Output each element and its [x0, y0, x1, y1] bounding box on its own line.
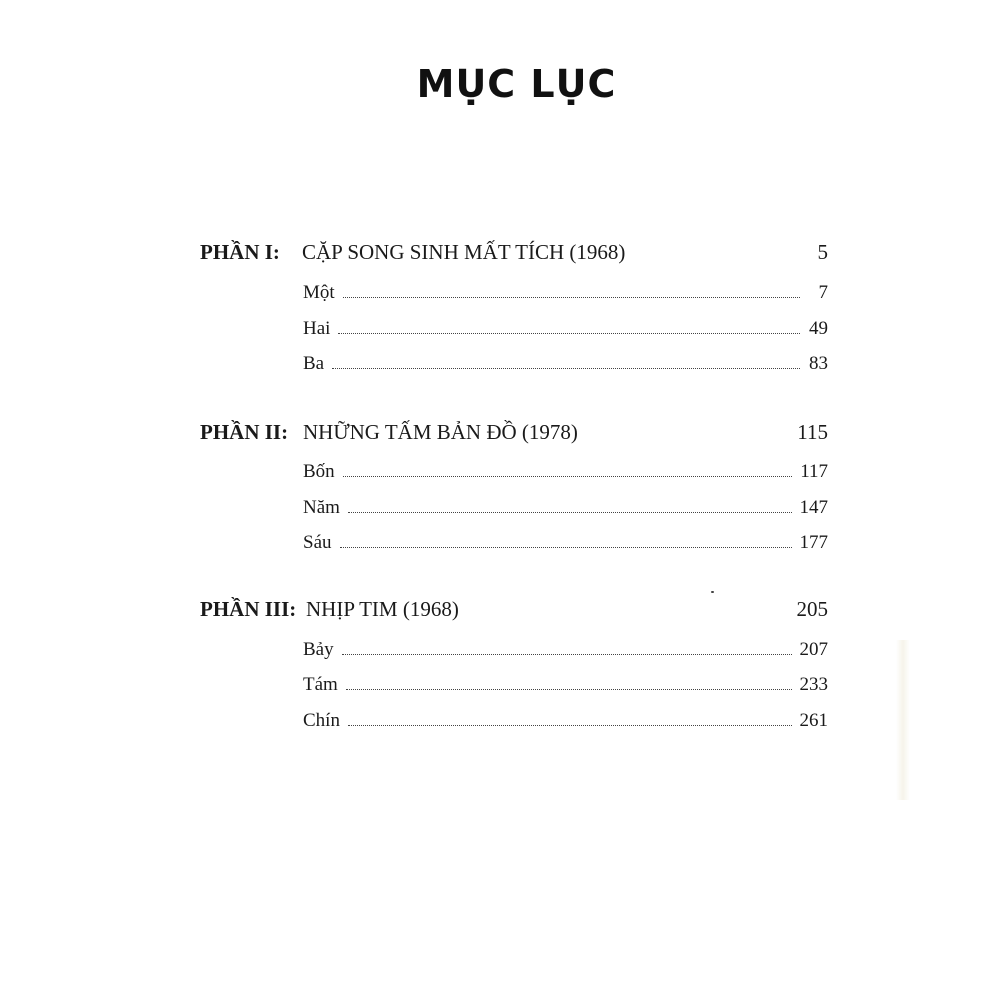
chapter-page-number: 117: [800, 461, 828, 482]
chapter-name: Chín: [303, 710, 340, 731]
dot-leader: [342, 654, 792, 655]
part-label: PHẦN II:: [200, 420, 289, 444]
chapter-name: Năm: [303, 497, 340, 518]
toc-chapter: [303, 276, 828, 304]
toc-chapter: [303, 633, 828, 661]
chapter-name: Hai: [303, 318, 331, 339]
chapter-page-number: 7: [818, 282, 828, 303]
chapter-page-number: 261: [799, 710, 828, 731]
part-label: PHẦN III:: [200, 597, 297, 621]
dot-leader: [343, 476, 793, 477]
page-edge-shadow: [896, 640, 910, 800]
toc-part-2: [200, 420, 828, 450]
dot-leader: [340, 547, 792, 548]
dot-leader: [348, 725, 792, 726]
dot-leader: [343, 297, 800, 298]
part-title: NHỮNG TẤM BẢN ĐỒ (1978): [303, 420, 578, 444]
chapter-page-number: 233: [799, 674, 828, 695]
dot-leader: [332, 368, 800, 369]
chapter-name: Ba: [303, 353, 325, 374]
toc-part-1: [200, 240, 828, 270]
part-label: PHẦN I:: [200, 240, 280, 264]
chapter-name: Một: [303, 282, 335, 303]
part-page-number: 205: [796, 597, 828, 621]
chapter-name: Bốn: [303, 461, 335, 482]
chapter-page-number: 177: [799, 532, 828, 553]
chapter-name: Bảy: [303, 639, 334, 660]
toc-chapter: [303, 491, 828, 519]
chapter-page-number: 207: [799, 639, 828, 660]
chapter-page-number: 83: [809, 353, 828, 374]
part-title: NHỊP TIM (1968): [306, 597, 459, 621]
chapter-page-number: 49: [809, 318, 828, 339]
part-page-number: 115: [797, 420, 828, 444]
part-title: CẶP SONG SINH MẤT TÍCH (1968): [302, 240, 626, 264]
toc-chapter: [303, 668, 828, 696]
dot-leader: [346, 689, 792, 690]
chapter-page-number: 147: [799, 497, 828, 518]
toc-chapter: [303, 526, 828, 554]
toc-chapter: [303, 455, 828, 483]
dot-leader: [348, 512, 792, 513]
part-page-number: 5: [817, 240, 828, 264]
toc-chapter: [303, 312, 828, 340]
chapter-name: Sáu: [303, 532, 332, 553]
toc-part-3: [200, 597, 828, 627]
chapter-name: Tám: [303, 674, 338, 695]
page-title: MỤC LỤC: [416, 62, 617, 106]
scan-speck: [711, 591, 714, 593]
dot-leader: [338, 333, 800, 334]
toc-chapter: [303, 704, 828, 732]
toc-chapter: [303, 347, 828, 375]
